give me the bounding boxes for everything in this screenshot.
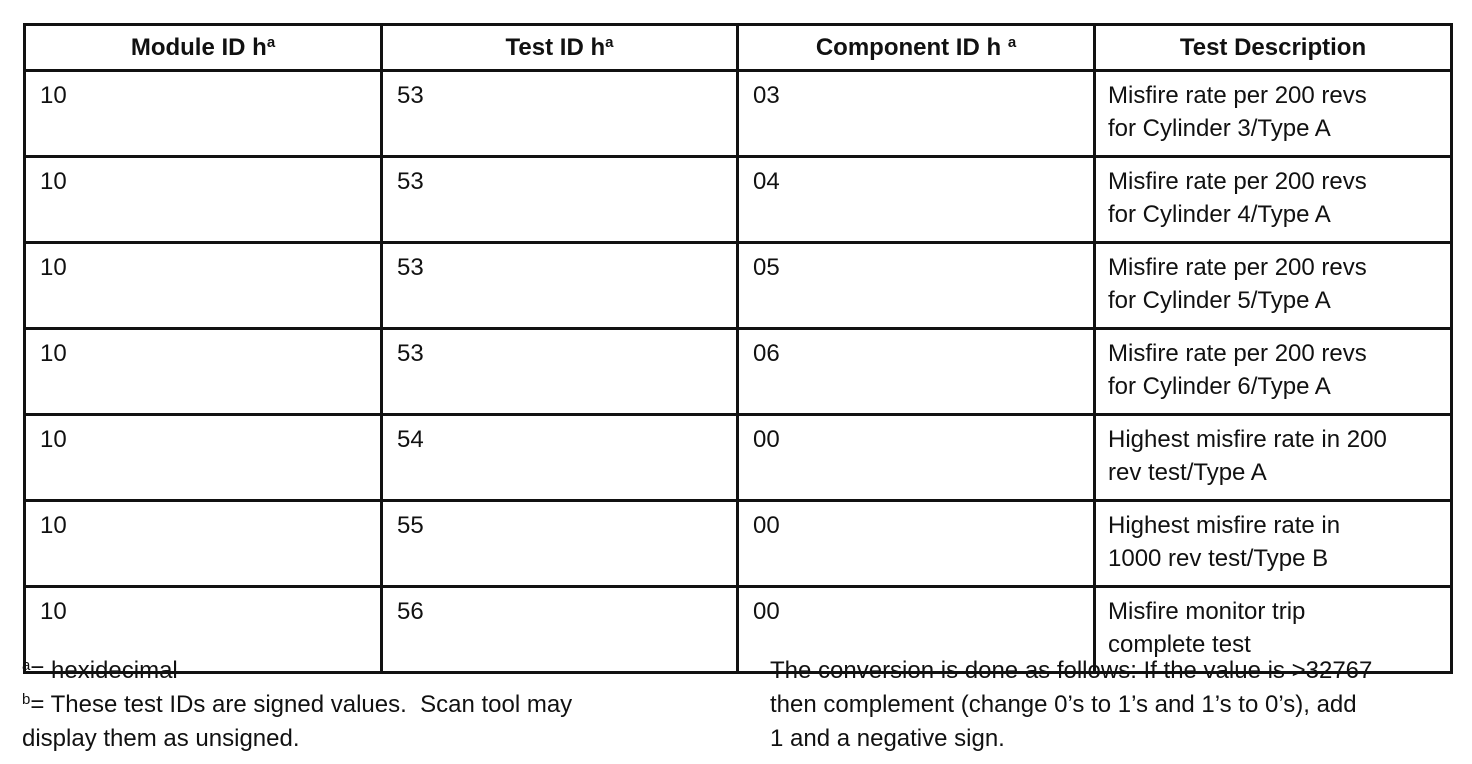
test-id-table xyxy=(23,23,1453,674)
footnote-b-text: = These test IDs are signed values. Scan tool may xyxy=(30,691,573,718)
description-line: Misfire monitor trip xyxy=(1108,598,1306,625)
cell-module-id: 10 xyxy=(25,501,382,587)
footnote-a xyxy=(22,654,712,688)
cell-description xyxy=(1095,157,1452,243)
cell-test-id: 53 xyxy=(382,157,738,243)
description-line: Misfire rate per 200 revs xyxy=(1108,254,1367,281)
cell-description xyxy=(1095,415,1452,501)
cell-description xyxy=(1095,243,1452,329)
cell-component-id: 06 xyxy=(738,329,1095,415)
header-module-id xyxy=(25,25,382,71)
description-line: Misfire rate per 200 revs xyxy=(1108,82,1367,109)
table-row xyxy=(25,329,1452,415)
description-line: Misfire rate per 200 revs xyxy=(1108,168,1367,195)
header-test-description xyxy=(1095,25,1452,71)
footnote-b-text-continued: display them as unsigned. xyxy=(22,725,300,752)
table-row xyxy=(25,157,1452,243)
header-test-id xyxy=(382,25,738,71)
description-line: Highest misfire rate in 200 xyxy=(1108,426,1387,453)
footnotes xyxy=(22,654,712,756)
cell-description xyxy=(1095,71,1452,157)
cell-module-id: 10 xyxy=(25,587,382,673)
description-line: Misfire rate per 200 revs xyxy=(1108,340,1367,367)
header-test-description-label: Test Description xyxy=(1179,33,1367,61)
footnote-b xyxy=(22,688,712,722)
cell-component-id: 00 xyxy=(738,501,1095,587)
cell-module-id: 10 xyxy=(25,329,382,415)
cell-component-id: 04 xyxy=(738,157,1095,243)
header-module-id-label: Module ID h xyxy=(130,33,267,61)
header-test-id-sup: a xyxy=(605,33,614,51)
cell-test-id: 54 xyxy=(382,415,738,501)
header-test-id-label: Test ID h xyxy=(505,33,606,61)
cell-module-id: 10 xyxy=(25,157,382,243)
cell-module-id: 10 xyxy=(25,415,382,501)
cell-test-id: 53 xyxy=(382,329,738,415)
cell-description xyxy=(1095,501,1452,587)
description-line: for Cylinder 6/Type A xyxy=(1108,373,1331,400)
conversion-note-line: then complement (change 0’s to 1’s and 1’s to 0’s), add xyxy=(770,691,1357,718)
header-module-id-sup: a xyxy=(266,33,276,51)
description-line: for Cylinder 4/Type A xyxy=(1108,201,1331,228)
conversion-note-line: The conversion is done as follows: If the value is >32767 xyxy=(770,657,1373,684)
cell-component-id: 00 xyxy=(738,587,1095,673)
cell-component-id: 03 xyxy=(738,71,1095,157)
header-component-id-label: Component ID h xyxy=(815,33,1008,61)
cell-test-id: 53 xyxy=(382,71,738,157)
cell-module-id: 10 xyxy=(25,71,382,157)
table-row xyxy=(25,243,1452,329)
cell-component-id: 05 xyxy=(738,243,1095,329)
description-line: complete test xyxy=(1108,631,1251,658)
footnote-a-text: = hexidecimal xyxy=(30,657,178,684)
cell-description xyxy=(1095,329,1452,415)
footnote-a-mark: a xyxy=(22,657,31,674)
table-row xyxy=(25,71,1452,157)
table-header-row xyxy=(25,25,1452,71)
description-line: 1000 rev test/Type B xyxy=(1108,545,1329,572)
description-line: Highest misfire rate in xyxy=(1108,512,1341,539)
cell-test-id: 53 xyxy=(382,243,738,329)
header-component-id-sup: a xyxy=(1007,33,1017,51)
description-line: for Cylinder 5/Type A xyxy=(1108,287,1331,314)
conversion-note xyxy=(770,654,1460,756)
header-component-id xyxy=(738,25,1095,71)
cell-test-id: 55 xyxy=(382,501,738,587)
table-row xyxy=(25,415,1452,501)
footnote-b-mark: b xyxy=(22,691,31,708)
description-line: rev test/Type A xyxy=(1108,459,1267,486)
cell-test-id: 56 xyxy=(382,587,738,673)
cell-module-id: 10 xyxy=(25,243,382,329)
cell-component-id: 00 xyxy=(738,415,1095,501)
conversion-note-line: 1 and a negative sign. xyxy=(770,725,1005,752)
description-line: for Cylinder 3/Type A xyxy=(1108,115,1331,142)
table-row xyxy=(25,501,1452,587)
